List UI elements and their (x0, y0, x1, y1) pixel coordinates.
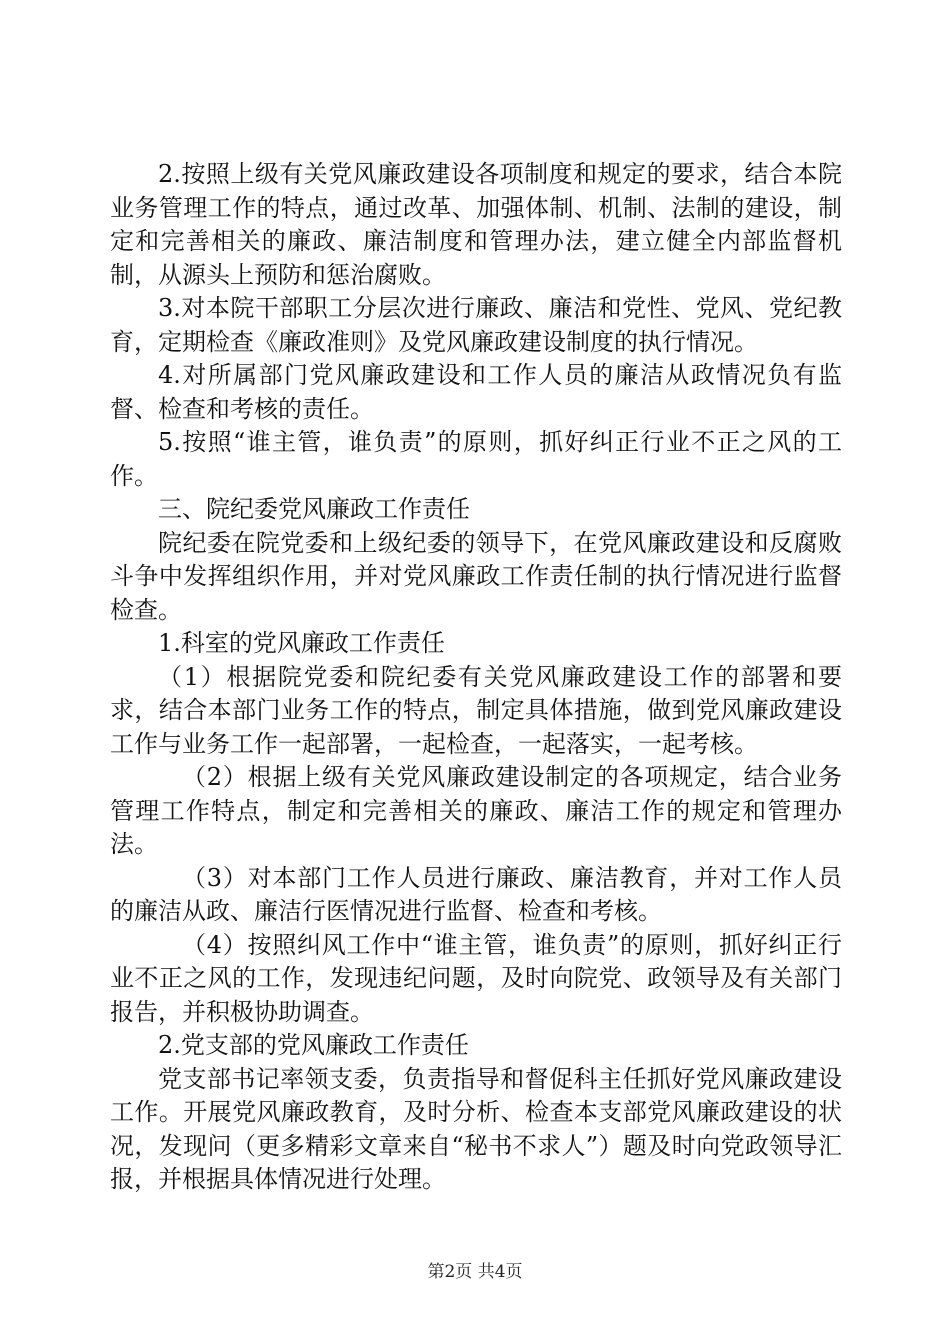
paragraph: 3.对本院干部职工分层次进行廉政、廉洁和党性、党风、党纪教育，定期检查《廉政准则》及党风廉政建设制度的执行情况。 (110, 294, 842, 356)
document-body (110, 158, 842, 1197)
subsection-heading: 2.党支部的党风廉政工作责任 (158, 1031, 469, 1059)
paragraph: 院纪委在院党委和上级纪委的领导下，在党风廉政建设和反腐败斗争中发挥组织作用，并对党风廉政工作责任制的执行情况进行监督检查。 (110, 528, 842, 624)
paragraph: 4.对所属部门党风廉政建设和工作人员的廉洁从政情况负有监督、检查和考核的责任。 (110, 361, 842, 423)
paragraph: （3）对本部门工作人员进行廉政、廉洁教育，并对工作人员的廉洁从政、廉洁行医情况进行监督、检查和考核。 (110, 863, 842, 925)
paragraph: 党支部书记率领支委，负责指导和督促科主任抓好党风廉政建设工作。开展党风廉政教育，及时分析、检查本支部党风廉政建设的状况，发现问（更多精彩文章来自“秘书不求人”）题及时向党政领导汇报，并根据具体情况进行处理。 (110, 1064, 842, 1193)
paragraph: 2.按照上级有关党风廉政建设各项制度和规定的要求，结合本院业务管理工作的特点，通过改革、加强体制、机制、法制的建设，制定和完善相关的廉政、廉洁制度和管理办法，建立健全内部监督机制，从源头上预防和惩治腐败。 (110, 160, 842, 289)
paragraph: （1）根据院党委和院纪委有关党风廉政建设工作的部署和要求，结合本部门业务工作的特点，制定具体措施，做到党风廉政建设工作与业务工作一起部署，一起检查，一起落实，一起考核。 (110, 662, 842, 758)
page-number-footer: 第2页 共4页 (427, 1262, 523, 1282)
subsection-heading: 1.科室的党风廉政工作责任 (158, 629, 445, 657)
paragraph: 5.按照“谁主管，谁负责”的原则，抓好纠正行业不正之风的工作。 (110, 428, 842, 490)
paragraph: （2）根据上级有关党风廉政建设制定的各项规定，结合业务管理工作特点，制定和完善相关的廉政、廉洁工作的规定和管理办法。 (110, 763, 842, 858)
section-heading: 三、院纪委党风廉政工作责任 (158, 495, 470, 523)
paragraph: （4）按照纠风工作中“谁主管，谁负责”的原则，抓好纠正行业不正之风的工作，发现违纪问题，及时向院党、政领导及有关部门报告，并积极协助调查。 (110, 930, 842, 1026)
